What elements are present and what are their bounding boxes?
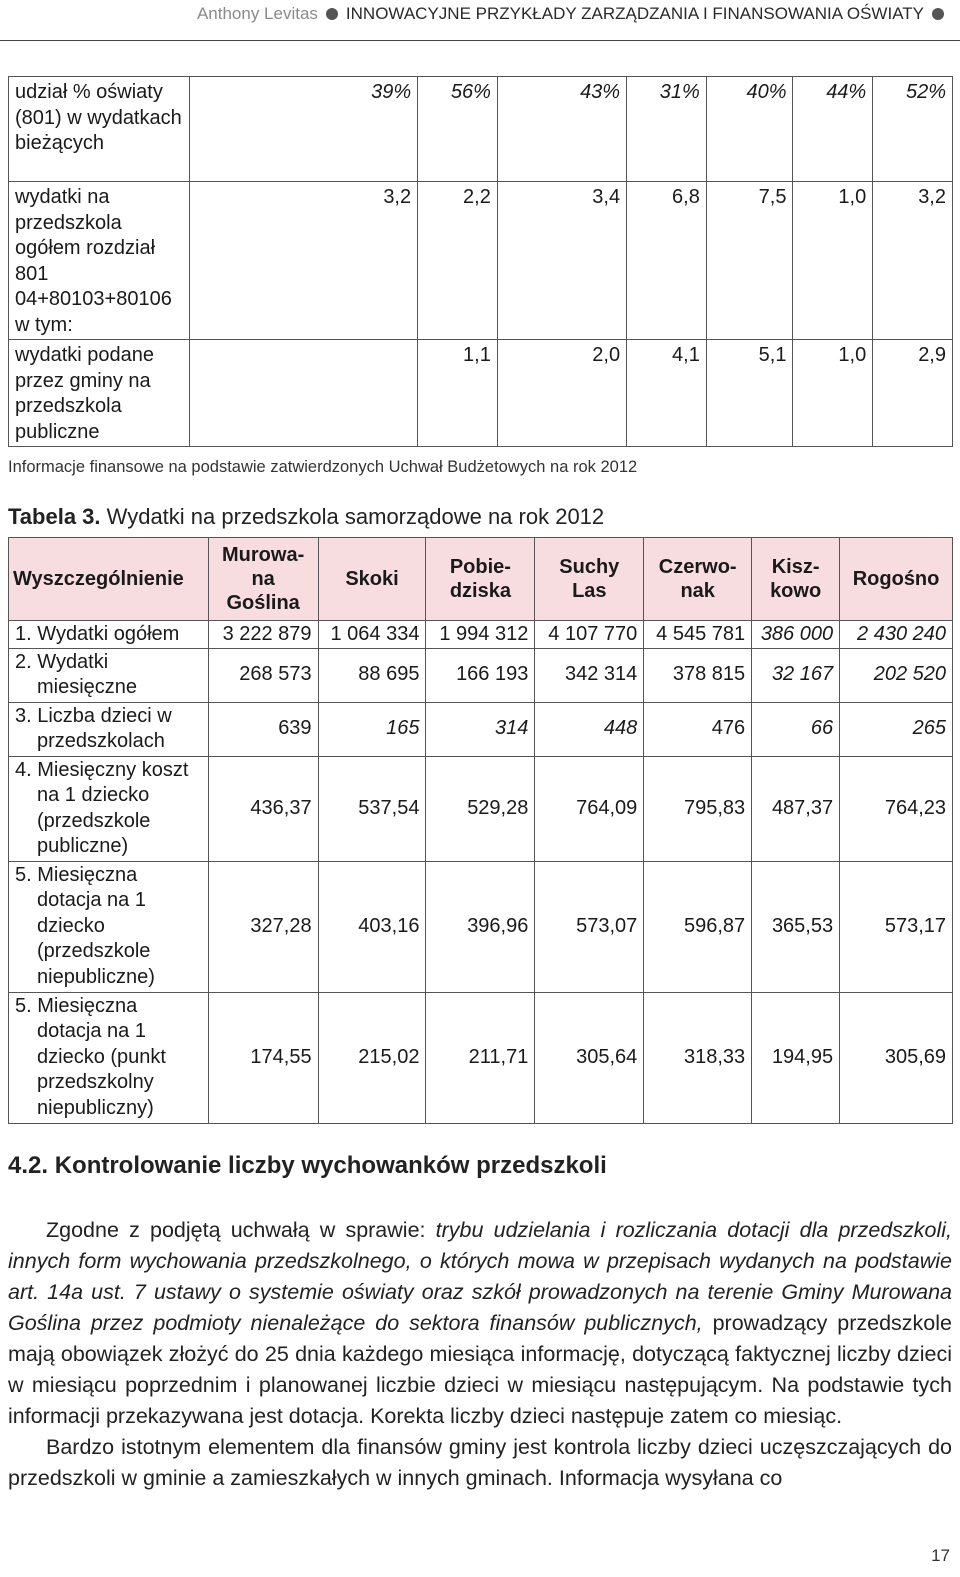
table-cell: 4 545 781 [644, 621, 752, 649]
table-cell: 403,16 [318, 861, 426, 992]
table-cell: 40% [706, 77, 793, 182]
table-cell: 194,95 [752, 992, 840, 1123]
row-label-text: 5. Miesięczna dotacja na 1 dziecko (przedszkole niepubliczne) [15, 863, 155, 988]
table-cell: 1,0 [793, 182, 873, 340]
table-cell: 342 314 [535, 648, 644, 702]
table-row [9, 861, 953, 992]
table-cell: 3,4 [497, 182, 626, 340]
table-cell: 305,69 [840, 992, 953, 1123]
table-cell: 764,23 [840, 756, 953, 861]
table-cell: 573,07 [535, 861, 644, 992]
table-cell: 365,53 [752, 861, 840, 992]
table-source-note: Informacje finansowe na podstawie zatwierdzonych Uchwał Budżetowych na rok 2012 [8, 458, 638, 476]
header-title: INNOWACYJNE PRZYKŁADY ZARZĄDZANIA I FINANSOWANIA OŚWIATY [345, 4, 924, 23]
row-label-text: 2. Wydatki miesięczne [15, 650, 138, 698]
table-row [9, 702, 953, 756]
row-label [9, 621, 209, 649]
paragraph [8, 1215, 952, 1432]
table-cell: 43% [497, 77, 626, 182]
table-cell: 764,09 [535, 756, 644, 861]
column-header: Skoki [318, 538, 426, 621]
table-cell: 31% [627, 77, 707, 182]
table-cell: 476 [644, 702, 752, 756]
table-cell: 529,28 [426, 756, 535, 861]
table-cell [189, 340, 417, 447]
row-label [9, 861, 209, 992]
paragraph-italic: trybu udzielania i rozliczania dotacji dla przedszkoli, innych form wychowania przedszkolnego, o których mowa w przepisach wydanych na podstawie art. 14a ust. 7 ustawy o systemie oświaty oraz szkół prowadzonych na terenie Gminy Murowana Goślina przez podmioty nienależące do sektora finansów publicznych, [8, 1218, 952, 1335]
row-label: udział % oświaty (801) w wydatkach bieżących [9, 77, 190, 182]
row-label [9, 992, 209, 1123]
table-row [9, 182, 953, 340]
table-cell: 5,1 [706, 340, 793, 447]
header-line [197, 4, 952, 24]
table-caption [8, 504, 604, 530]
header-author: Anthony Levitas [196, 4, 318, 23]
table-cell: 165 [318, 702, 426, 756]
row-label-text: 4. Miesięczny koszt na 1 dziecko (przedszkole publiczne) [15, 758, 189, 857]
table-cell: 268 573 [208, 648, 318, 702]
table-row [9, 648, 953, 702]
table-cell: 1,1 [418, 340, 498, 447]
column-header: Wyszczególnienie [9, 538, 209, 621]
row-label [9, 648, 209, 702]
table-caption-label: Tabela 3. [8, 504, 101, 529]
table-cell: 2,0 [497, 340, 626, 447]
paragraph: Bardzo istotnym elementem dla finansów gminy jest kontrola liczby dzieci uczęszczających do przedszkoli w gminie a zamieszkałych w innych gminach. Informacja wysyłana co [8, 1435, 952, 1490]
table-cell: 1,0 [793, 340, 873, 447]
table-cell: 378 815 [644, 648, 752, 702]
table-cell: 52% [873, 77, 953, 182]
table-cell: 215,02 [318, 992, 426, 1123]
table-cell: 44% [793, 77, 873, 182]
table-cell: 305,64 [535, 992, 644, 1123]
table-cell: 318,33 [644, 992, 752, 1123]
table-cell: 2 430 240 [840, 621, 953, 649]
table-row [9, 77, 953, 182]
table-header-row [9, 538, 953, 621]
table-cell: 32 167 [752, 648, 840, 702]
row-label-text: 5. Miesięczna dotacja na 1 dziecko (punkt przedszkolny niepubliczny) [15, 994, 166, 1119]
column-header: Murowa-na Goślina [208, 538, 318, 621]
table-row [9, 992, 953, 1123]
table-cell: 1 994 312 [426, 621, 535, 649]
table-cell: 3,2 [873, 182, 953, 340]
finance-table [8, 76, 953, 447]
table-cell: 448 [535, 702, 644, 756]
table-cell: 3,2 [189, 182, 417, 340]
table-cell: 211,71 [426, 992, 535, 1123]
page-number: 17 [931, 1546, 950, 1565]
table-cell: 202 520 [840, 648, 953, 702]
table-row [9, 621, 953, 649]
table-cell: 396,96 [426, 861, 535, 992]
table-cell: 4 107 770 [535, 621, 644, 649]
row-label: wydatki podane przez gminy na przedszkola publiczne [9, 340, 190, 447]
paragraph-rest: prowadzący przedszkole mają obowiązek złożyć do 25 dnia każdego miesiąca informację, dotyczącą faktycznej liczby dzieci w miesiącu poprzednim i planowanej liczbie dzieci w miesiącu następującym. Na podstawie tych informacji przekazywana jest dotacja. Korekta liczby dzieci następuje zatem co miesiąc. [8, 1311, 952, 1428]
table-cell: 487,37 [752, 756, 840, 861]
table-row [9, 340, 953, 447]
table-cell: 386 000 [752, 621, 840, 649]
table-cell: 56% [418, 77, 498, 182]
bullet-icon [932, 8, 944, 20]
table-cell: 66 [752, 702, 840, 756]
table-cell: 3 222 879 [208, 621, 318, 649]
table-cell: 573,17 [840, 861, 953, 992]
table-cell: 166 193 [426, 648, 535, 702]
table-cell: 314 [426, 702, 535, 756]
column-header: Rogośno [840, 538, 953, 621]
body-text [8, 1215, 952, 1494]
table-cell: 2,9 [873, 340, 953, 447]
column-header: Pobie-dziska [426, 538, 535, 621]
row-label-text: 3. Liczba dzieci w przedszkolach [15, 704, 172, 752]
bullet-icon [326, 8, 338, 20]
table-row [9, 756, 953, 861]
column-header: Czerwo-nak [644, 538, 752, 621]
column-header: Kisz-kowo [752, 538, 840, 621]
table-cell: 596,87 [644, 861, 752, 992]
table-cell: 4,1 [627, 340, 707, 447]
table-caption-text: Wydatki na przedszkola samorządowe na rok 2012 [100, 504, 605, 529]
row-label [9, 702, 209, 756]
page-header [0, 0, 960, 41]
section-heading: 4.2. Kontrolowanie liczby wychowanków przedszkoli [8, 1152, 607, 1179]
table-cell: 327,28 [208, 861, 318, 992]
row-label-text: 1. Wydatki ogółem [15, 623, 180, 645]
table-cell: 265 [840, 702, 953, 756]
row-label [9, 756, 209, 861]
table-cell: 39% [189, 77, 417, 182]
table-cell: 1 064 334 [318, 621, 426, 649]
table-cell: 7,5 [706, 182, 793, 340]
kindergarten-expenses-table [8, 537, 953, 1124]
table-cell: 88 695 [318, 648, 426, 702]
table-cell: 6,8 [627, 182, 707, 340]
table-cell: 537,54 [318, 756, 426, 861]
paragraph-intro: Zgodne z podjętą uchwałą w sprawie: [46, 1218, 436, 1242]
table-cell: 174,55 [208, 992, 318, 1123]
table-cell: 795,83 [644, 756, 752, 861]
table-cell: 639 [208, 702, 318, 756]
column-header: Suchy Las [535, 538, 644, 621]
table-cell: 2,2 [418, 182, 498, 340]
row-label: wydatki na przedszkola ogółem rozdział 801 04+80103+80106 w tym: [9, 182, 190, 340]
table-cell: 436,37 [208, 756, 318, 861]
